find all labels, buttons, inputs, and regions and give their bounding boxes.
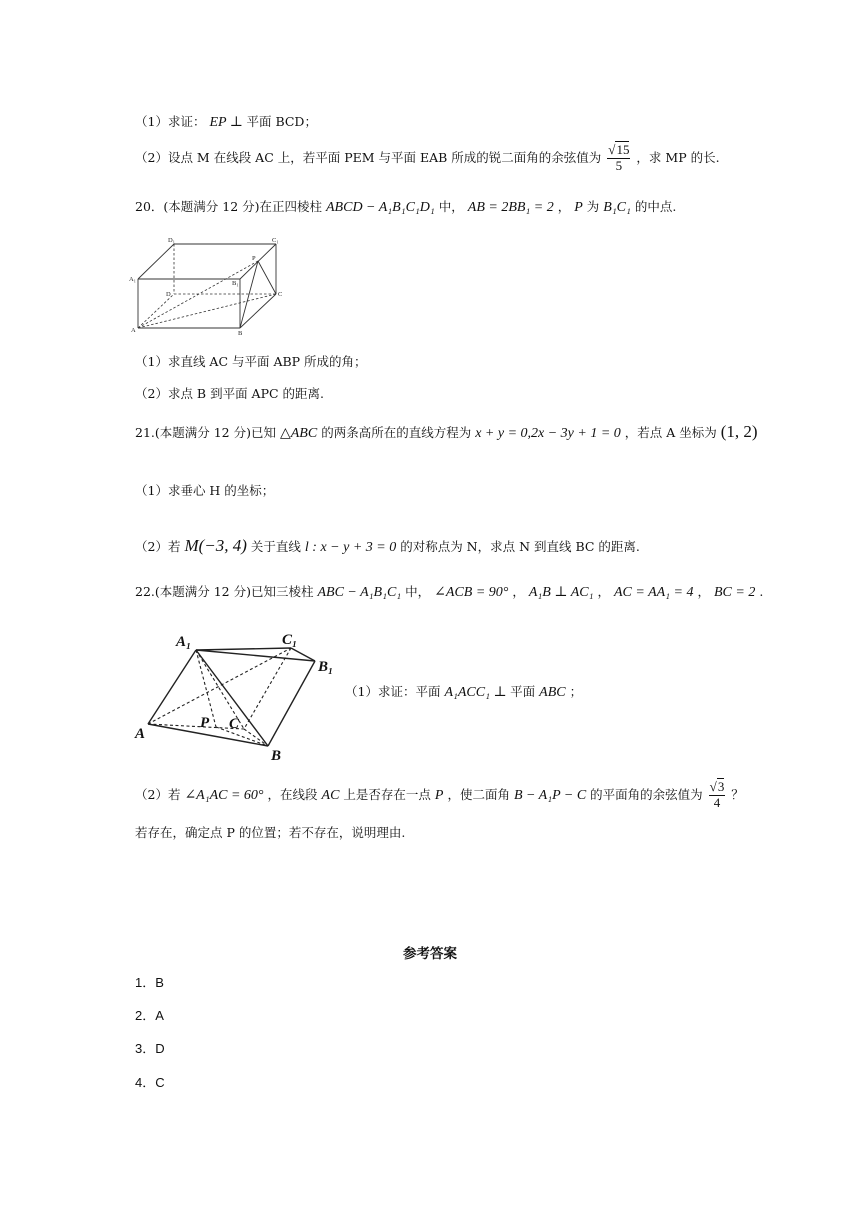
q20-part1: （1）求直线 AC 与平面 ABP 所成的角； [135, 354, 367, 369]
q22-label-c1: C₁ [282, 632, 298, 648]
q20-label-a1: A₁ [129, 276, 136, 283]
q22-perp: A₁B ⊥ AC₁ [528, 585, 594, 600]
q21-point-a: (1, 2) [720, 422, 758, 441]
q19-part1 [135, 112, 317, 131]
q21-part2-b: 关于直线 [250, 539, 301, 554]
q22-part2-d: ，使二面角 [447, 786, 510, 802]
q19-part2-text: （2）设点 M 在线段 AC 上，若平面 PEM 与平面 EAB 所成的锐二面角的余弦值为 [135, 149, 602, 165]
answer-item: 3．D [135, 1041, 165, 1056]
q19-fraction: $\frac{√15}{5}$ [608, 142, 630, 173]
q20-stem-text: 20．(本题满分 12 分)在正四棱柱 [135, 199, 323, 214]
q20-stem-b: 中， [438, 199, 464, 214]
q21-point-m: M(−3, 4) [184, 536, 247, 555]
q20-part2: （2）求点 B 到平面 APC 的距离. [135, 386, 325, 401]
q22-angle: ∠ACB = 90° [434, 585, 509, 600]
q20-label-a: A [131, 327, 136, 334]
q22-frac-den: 4 [713, 794, 721, 810]
q22-part2-e: 的平面角的余弦值为 [590, 786, 703, 802]
q21-equations: x + y = 0,2x − 3y + 1 = 0 [475, 426, 621, 441]
q22-angle2: ∠A₁AC = 60° [184, 787, 264, 803]
q19-frac-num: 15 [616, 142, 630, 157]
q19-part2 [135, 143, 720, 174]
q20-label-c1: C₁ [272, 237, 279, 244]
answer-item: 4．C [135, 1075, 165, 1090]
q20-label-p: P [252, 255, 256, 262]
q22-stem-f: . [759, 584, 764, 599]
q20-label-d: D [166, 291, 171, 298]
q22-lengths: AC = AA₁ = 4 [613, 585, 694, 600]
q20-stem-e: 的中点. [634, 199, 677, 214]
q21-part2-text: （2）若 [135, 539, 181, 554]
q22-plane1: A₁ACC₁ ⊥ [444, 685, 511, 700]
q19-part1-math: EP ⊥ [209, 115, 247, 130]
q22-fraction: $\frac{√3}{4}$ [709, 779, 725, 810]
q20-label-d1: D₁ [168, 237, 175, 244]
q22-stem [135, 582, 763, 601]
q21-part1: （1）求垂心 H 的坐标； [135, 483, 275, 498]
q20-edge: B₁C₁ [603, 200, 631, 215]
q22-label-a1: A₁ [176, 634, 192, 650]
q19-part1-tail: 平面 BCD； [246, 114, 317, 129]
q19-frac-den: 5 [615, 157, 623, 173]
q22-segment: AC [321, 787, 340, 803]
q20-label-b1: B₁ [232, 280, 239, 287]
q22-part2-f: ？ [731, 786, 744, 802]
answer-item: 1．B [135, 975, 164, 990]
q22-label-b1: B₁ [318, 659, 334, 675]
q22-prism: ABC − A₁B₁C₁ [317, 585, 402, 600]
answer-item: 2．A [135, 1008, 164, 1023]
q20-label-b: B [238, 330, 243, 337]
q22-frac-num: 3 [717, 779, 725, 794]
q22-label-a: A [135, 726, 146, 742]
q21-part2-c: 的对称点为 N，求点 N 到直线 BC 的距离. [400, 539, 640, 554]
q22-dihedral: B − A₁P − C [513, 787, 587, 803]
q22-stem-d: ， [597, 584, 610, 599]
q20-stem-d: 为 [586, 199, 600, 214]
q22-point-p: P [434, 787, 444, 803]
q22-part2-b: ，在线段 [267, 786, 318, 802]
q22-part1-b: 平面 [510, 684, 536, 699]
q19-part2-tail: ，求 MP 的长. [636, 149, 720, 165]
q20-stem [135, 197, 676, 216]
q21-stem [135, 422, 758, 442]
q22-part2-line2: 若存在，确定点 P 的位置；若不存在，说明理由. [135, 825, 406, 840]
q21-line-l: l : x − y + 3 = 0 [304, 540, 397, 555]
q20-prism: ABCD − A₁B₁C₁D₁ [326, 200, 435, 215]
q20-condition: AB = 2BB₁ = 2 [467, 200, 554, 215]
answers-title: 参考答案 [403, 946, 457, 962]
q22-stem-c: ， [512, 584, 525, 599]
q22-label-p: P [200, 715, 210, 731]
q22-bc: BC = 2 [713, 585, 756, 600]
q21-stem-text: 21.(本题满分 12 分)已知 [135, 425, 276, 440]
q22-stem-text: 22.(本题满分 12 分)已知三棱柱 [135, 584, 314, 599]
q21-stem-b: 的两条高所在的直线方程为 [321, 425, 472, 440]
q19-part1-text: （1）求证： [135, 114, 206, 129]
q21-stem-c: ，若点 A 坐标为 [624, 425, 717, 440]
q21-triangle: △ABC [279, 426, 318, 441]
q22-stem-e: ， [697, 584, 710, 599]
q22-part1-c: ； [569, 684, 583, 699]
q22-part1-text: （1）求证：平面 [345, 684, 441, 699]
q22-label-b: B [271, 748, 282, 763]
q20-figure [128, 232, 288, 337]
q20-stem-c: ， [557, 199, 571, 214]
q21-part2 [135, 536, 640, 556]
q22-part2-text: （2）若 [135, 786, 181, 802]
q22-figure [132, 628, 342, 763]
q22-part1 [345, 682, 582, 701]
q22-part2-c: 上是否存在一点 [343, 786, 431, 802]
q20-label-c: C [278, 291, 283, 298]
q22-plane2: ABC [539, 685, 566, 700]
q22-stem-b: 中， [405, 584, 431, 599]
q22-part2 [135, 780, 744, 811]
q22-label-c: C [229, 716, 240, 732]
q20-point-p: P [574, 200, 583, 215]
